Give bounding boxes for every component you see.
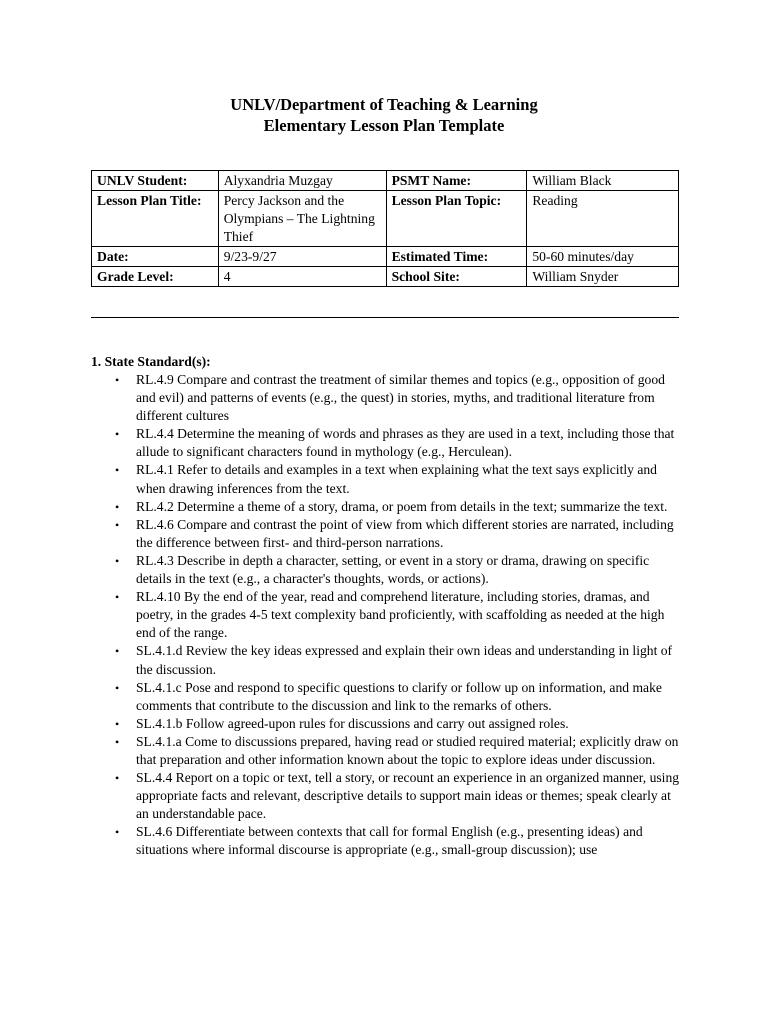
label-lesson-plan-title: Lesson Plan Title: <box>92 191 219 247</box>
label-unlv-student: UNLV Student: <box>92 171 219 191</box>
bullet-icon: • <box>115 517 120 532</box>
section-heading-state-standards: 1. State Standard(s): <box>91 354 211 369</box>
table-row <box>92 191 679 247</box>
label-date: Date: <box>92 247 219 267</box>
label-school-site: School Site: <box>386 267 527 287</box>
list-item <box>91 769 681 823</box>
standard-text: SL.4.1.c Pose and respond to specific questions to clarify or follow up on information, and make comments that contribute to the discussion and link to the remarks of others. <box>136 679 662 713</box>
standard-text: SL.4.4 Report on a topic or text, tell a story, or recount an experience in an organized manner, using appropriate facts and relevant, descriptive details to support main ideas or themes; speak clearly at an understandable pace. <box>136 770 680 822</box>
list-item <box>91 642 681 678</box>
bullet-icon: • <box>115 825 120 840</box>
lesson-info-table <box>91 170 679 287</box>
state-standards-list <box>91 371 681 860</box>
bullet-icon: • <box>115 553 120 568</box>
title-line-template: Elementary Lesson Plan Template <box>263 116 505 135</box>
standard-text: SL.4.1.b Follow agreed-upon rules for discussions and carry out assigned roles. <box>136 715 569 731</box>
bullet-icon: • <box>115 680 120 695</box>
standard-text: RL.4.2 Determine a theme of a story, drama, or poem from details in the text; summarize the text. <box>136 498 668 514</box>
label-psmt-name: PSMT Name: <box>386 171 527 191</box>
standard-text: RL.4.4 Determine the meaning of words and phrases as they are used in a text, including those that allude to significant characters found in mythology (e.g., Herculean). <box>136 426 675 460</box>
bullet-icon: • <box>115 771 120 786</box>
table-row <box>92 247 679 267</box>
value-lesson-plan-title: Percy Jackson and the Olympians – The Lightning Thief <box>218 191 386 247</box>
list-item <box>91 715 681 733</box>
label-lesson-plan-topic: Lesson Plan Topic: <box>386 191 527 247</box>
standard-text: SL.4.1.a Come to discussions prepared, having read or studied required material; explicitly draw on that preparation and other information known about the topic to explore ideas under discussion. <box>136 733 679 767</box>
list-item <box>91 552 681 588</box>
list-item <box>91 823 681 859</box>
standard-text: RL.4.9 Compare and contrast the treatment of similar themes and topics (e.g., opposition of good and evil) and patterns of events (e.g., the quest) in stories, myths, and traditional literature from different cultures <box>136 372 665 424</box>
value-estimated-time: 50-60 minutes/day <box>527 247 679 267</box>
value-date: 9/23-9/27 <box>218 247 386 267</box>
standard-text: RL.4.3 Describe in depth a character, setting, or event in a story or drama, drawing on specific details in the text (e.g., a character's thoughts, words, or actions). <box>136 552 650 587</box>
standard-text: RL.4.6 Compare and contrast the point of view from which different stories are narrated, including the difference between first- and third-person narrations. <box>136 516 674 550</box>
bullet-icon: • <box>115 716 120 731</box>
label-grade-level: Grade Level: <box>92 267 219 287</box>
bullet-icon: • <box>115 644 120 659</box>
bullet-icon: • <box>115 463 120 478</box>
label-estimated-time: Estimated Time: <box>386 247 527 267</box>
list-item <box>91 498 681 516</box>
document-title <box>0 94 768 136</box>
list-item <box>91 461 681 497</box>
standard-text: RL.4.1 Refer to details and examples in a text when explaining what the text says explicitly and when drawing inferences from the text. <box>136 462 657 496</box>
title-line-department: UNLV/Department of Teaching & Learning <box>230 95 538 114</box>
list-item <box>91 679 681 715</box>
table-row <box>92 171 679 191</box>
bullet-icon: • <box>115 427 120 442</box>
value-lesson-plan-topic: Reading <box>527 191 679 247</box>
standard-text: SL.4.6 Differentiate between contexts that call for formal English (e.g., presenting ideas) and situations where informal discourse is appropriate (e.g., small-group discussion); use <box>136 824 643 858</box>
list-item <box>91 733 681 769</box>
table-row <box>92 267 679 287</box>
bullet-icon: • <box>115 734 120 749</box>
list-item <box>91 425 681 461</box>
bullet-icon: • <box>115 373 120 387</box>
list-item <box>91 588 681 642</box>
bullet-icon: • <box>115 590 120 605</box>
list-item <box>91 516 681 552</box>
value-grade-level: 4 <box>218 267 386 287</box>
list-item <box>91 371 681 425</box>
standard-text: SL.4.1.d Review the key ideas expressed and explain their own ideas and understanding in light of the discussion. <box>136 643 673 677</box>
value-school-site: William Snyder <box>527 267 679 287</box>
value-psmt-name: William Black <box>527 171 679 191</box>
value-unlv-student: Alyxandria Muzgay <box>218 171 386 191</box>
horizontal-divider <box>91 317 679 318</box>
standard-text: RL.4.10 By the end of the year, read and comprehend literature, including stories, dramas, and poetry, in the grades 4-5 text complexity band proficiently, with scaffolding as needed at the high end of the range. <box>136 589 665 641</box>
bullet-icon: • <box>115 499 120 514</box>
